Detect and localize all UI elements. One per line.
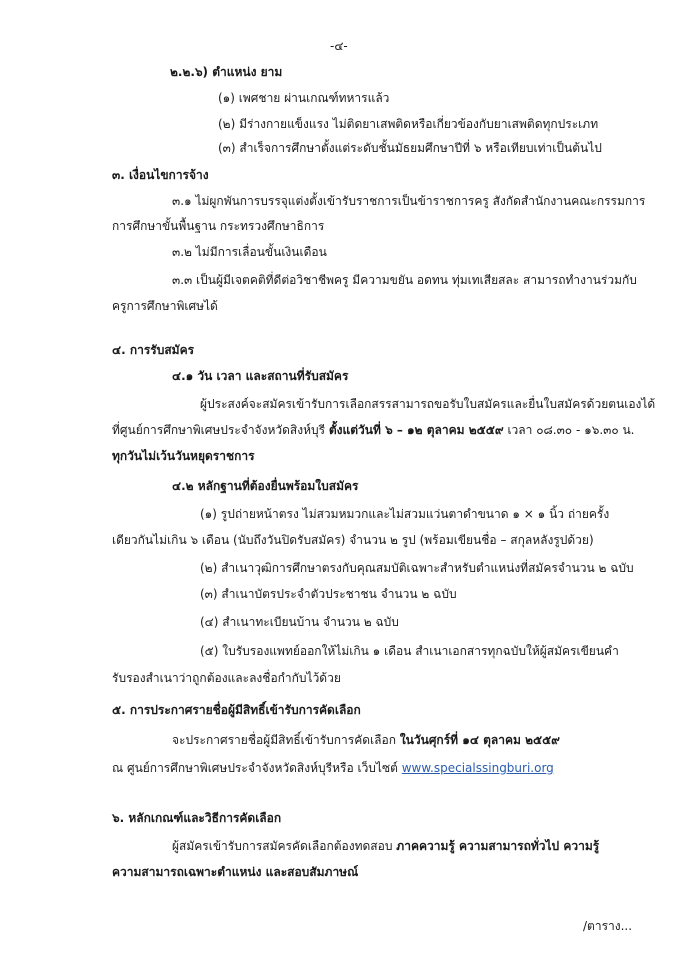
announcement-place: ณ ศูนย์การศึกษาพิเศษประจำจังหวัดสิงห์บุรีหรือ เว็บไซต์ xyxy=(112,761,398,775)
page-number: -๔- xyxy=(330,39,348,53)
document-2: (๒) สำเนาวุฒิการศึกษาตรงกับคุณสมบัติเฉพาะสำหรับตำแหน่งที่สมัครจำนวน ๒ ฉบับ xyxy=(200,561,634,575)
condition-3-1-line1: ๓.๑ ไม่ผูกพันการบรรจุแต่งตั้งเข้ารับราชการเป็นข้าราชการครู สังกัดสำนักงานคณะกรรมการ xyxy=(172,194,646,208)
heading-required-documents: ๔.๒ หลักฐานที่ต้องยื่นพร้อมใบสมัคร xyxy=(172,479,359,493)
guard-requirement-1: (๑) เพศชาย ผ่านเกณฑ์ทหารแล้ว xyxy=(218,91,390,105)
heading-announcement: ๕. การประกาศรายชื่อผู้มีสิทธิ์เข้ารับการคัดเลือก xyxy=(112,703,361,717)
announcement-line1 xyxy=(172,732,560,748)
announcement-text: จะประกาศรายชื่อผู้มีสิทธิ์เข้ารับการคัดเลือก xyxy=(172,733,396,747)
selection-line1 xyxy=(172,838,599,854)
selection-line2: ความสามารถเฉพาะตำแหน่ง และสอบสัมภาษณ์ xyxy=(112,865,359,879)
heading-employment-conditions: ๓. เงื่อนไขการจ้าง xyxy=(112,168,209,182)
condition-3-1-line2: การศึกษาขั้นพื้นฐาน กระทรวงศึกษาธิการ xyxy=(112,219,325,233)
document-5-line1: (๕) ใบรับรองแพทย์ออกให้ไม่เกิน ๑ เดือน สำเนาเอกสารทุกฉบับให้ผู้สมัครเขียนคำ xyxy=(200,644,619,658)
application-line1: ผู้ประสงค์จะสมัครเข้ารับการเลือกสรรสามารถขอรับใบสมัครและยื่นใบสมัครด้วยตนเองได้ xyxy=(200,397,656,411)
application-line3: ทุกวันไม่เว้นวันหยุดราชการ xyxy=(112,449,255,463)
heading-date-time-place: ๔.๑ วัน เวลา และสถานที่รับสมัคร xyxy=(172,369,349,383)
guard-requirement-2: (๒) มีร่างกายแข็งแรง ไม่ติดยาเสพติดหรือเกี่ยวข้องกับยาเสพติดทุกประเภท xyxy=(218,117,599,131)
heading-selection-criteria: ๖. หลักเกณฑ์และวิธีการคัดเลือก xyxy=(112,811,282,825)
document-4: (๔) สำเนาทะเบียนบ้าน จำนวน ๒ ฉบับ xyxy=(200,615,399,629)
application-dates: ตั้งแต่วันที่ ๖ – ๑๒ ตุลาคม ๒๕๕๙ xyxy=(328,423,504,437)
continue-marker: /ตาราง... xyxy=(583,919,633,933)
document-3: (๓) สำเนาบัตรประจำตัวประชาชน จำนวน ๒ ฉบับ xyxy=(200,587,457,601)
announcement-line2 xyxy=(112,760,554,776)
selection-subjects: ภาคความรู้ ความสามารถทั่วไป ความรู้ xyxy=(396,839,600,853)
application-place: ที่ศูนย์การศึกษาพิเศษประจำจังหวัดสิงห์บุรี xyxy=(112,423,326,437)
website-link[interactable]: www.specialssingburi.org xyxy=(401,761,554,775)
heading-application: ๔. การรับสมัคร xyxy=(112,343,195,357)
application-line2 xyxy=(112,422,635,438)
selection-text: ผู้สมัครเข้ารับการสมัครคัดเลือกต้องทดสอบ xyxy=(172,839,393,853)
document-5-line2: รับรองสำเนาว่าถูกต้องและลงชื่อกำกับไว้ด้วย xyxy=(112,671,341,685)
application-hours: เวลา ๐๘.๓๐ - ๑๖.๓๐ น. xyxy=(507,423,635,437)
document-1-line2: เดียวกันไม่เกิน ๖ เดือน (นับถึงวันปิดรับสมัคร) จำนวน ๒ รูป (พร้อมเขียนชื่อ – สกุลหลังรูปด้วย) xyxy=(112,533,594,547)
heading-position-guard: ๒.๒.๖) ตำแหน่ง ยาม xyxy=(170,65,283,79)
announcement-date: ในวันศุกร์ที่ ๑๔ ตุลาคม ๒๕๕๙ xyxy=(399,733,560,747)
condition-3-2: ๓.๒ ไม่มีการเลื่อนขั้นเงินเดือน xyxy=(172,245,327,259)
condition-3-3-line1: ๓.๓ เป็นผู้มีเจตคติที่ดีต่อวิชาชีพครู มีความขยัน อดทน ทุ่มเทเสียสละ สามารถทำงานร่วมกับ xyxy=(172,273,637,287)
condition-3-3-line2: ครูการศึกษาพิเศษได้ xyxy=(112,299,218,313)
document-1-line1: (๑) รูปถ่ายหน้าตรง ไม่สวมหมวกและไม่สวมแว่นตาดำขนาด ๑ × ๑ นิ้ว ถ่ายครั้ง xyxy=(200,507,610,521)
guard-requirement-3: (๓) สำเร็จการศึกษาตั้งแต่ระดับชั้นมัธยมศึกษาปีที่ ๖ หรือเทียบเท่าเป็นต้นไป xyxy=(218,141,602,155)
